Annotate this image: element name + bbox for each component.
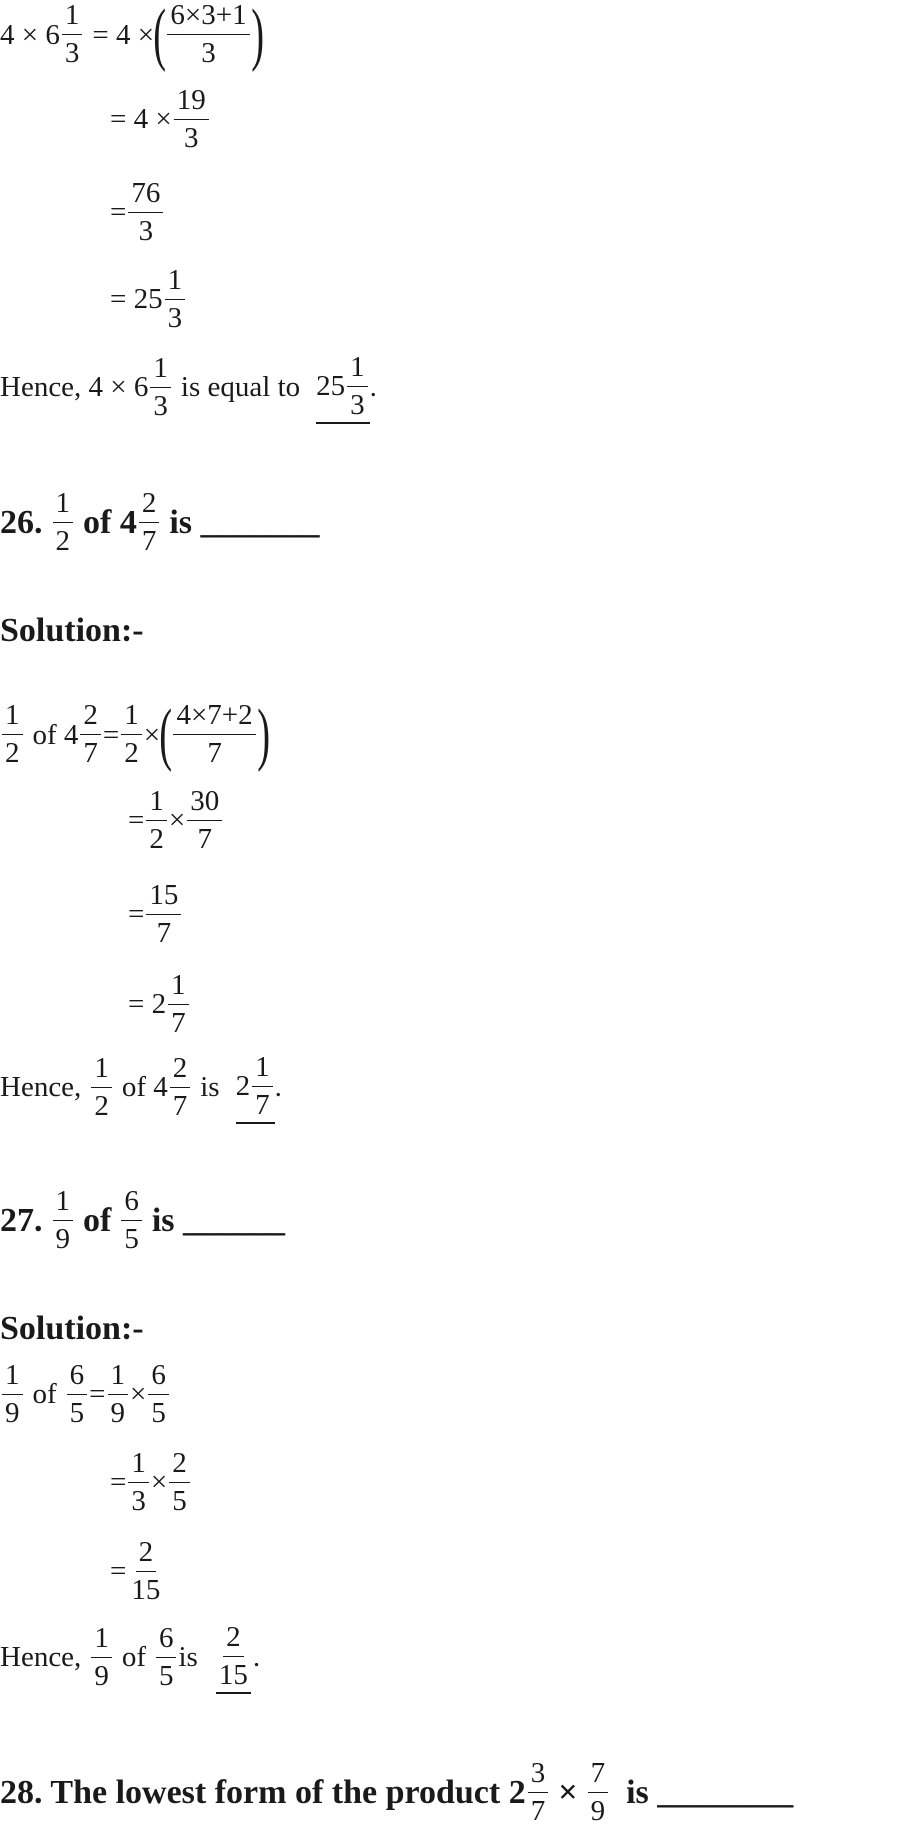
hence-text: Hence, 4 × 6 [0, 371, 149, 404]
fraction [2, 1360, 23, 1430]
hence-text: is equal to [180, 371, 301, 404]
numerator: 7 [588, 1758, 609, 1793]
answer-underlined [236, 1052, 275, 1124]
q25-step-3 [110, 178, 165, 248]
denominator: 3 [138, 214, 154, 247]
denominator: 5 [124, 1222, 139, 1255]
denominator: 2 [5, 737, 20, 769]
answer-whole: 2 [235, 1070, 251, 1103]
denominator: 3 [350, 388, 365, 421]
numerator: 1 [121, 700, 142, 735]
denominator: 9 [94, 1659, 109, 1692]
denominator: 3 [167, 301, 183, 334]
numerator: 30 [187, 786, 222, 821]
denominator: 5 [172, 1484, 187, 1517]
hence-text: is [200, 1071, 220, 1104]
question-text: is ________ [626, 1773, 794, 1811]
numerator: 2 [170, 1053, 191, 1088]
fraction [128, 1537, 163, 1607]
expression-text: = 4 × [92, 18, 155, 51]
fraction [148, 1360, 169, 1430]
numerator: 1 [347, 352, 368, 387]
numerator: 2 [223, 1622, 244, 1657]
right-paren: ) [250, 0, 264, 73]
denominator: 7 [530, 1794, 546, 1827]
denominator: 7 [207, 737, 222, 769]
times: × [130, 1378, 147, 1411]
fraction [53, 488, 74, 558]
numerator: 1 [150, 353, 171, 388]
denominator: 7 [171, 1006, 186, 1039]
hence-text: of [121, 1641, 146, 1674]
numerator: 6×3+1 [167, 0, 249, 35]
fraction [168, 970, 189, 1040]
numerator: 4×7+2 [173, 700, 255, 735]
denominator: 3 [64, 37, 80, 69]
equals: = [110, 1466, 127, 1499]
denominator: 3 [153, 389, 168, 422]
denominator: 9 [110, 1396, 126, 1429]
equals: = [110, 1555, 127, 1588]
times: × [150, 1466, 168, 1499]
fraction [146, 880, 181, 950]
equals: = [128, 898, 145, 931]
hence-text: of 4 [121, 1071, 168, 1104]
question-number: 26. [0, 503, 43, 541]
fraction [252, 1052, 273, 1122]
fraction [347, 352, 368, 422]
numerator: 1 [168, 970, 189, 1005]
expression-text: = 2 [128, 988, 167, 1021]
denominator: 7 [197, 822, 212, 855]
fraction [169, 1448, 190, 1518]
numerator: 6 [121, 1186, 142, 1221]
numerator: 1 [108, 1360, 129, 1395]
fraction [170, 1053, 191, 1123]
question-text: 28. The lowest form of the product 2 [0, 1773, 526, 1811]
denominator: 5 [158, 1659, 174, 1692]
question-text: of [83, 1201, 112, 1239]
question-text: is ______ [151, 1201, 286, 1239]
times: × [168, 804, 186, 837]
fraction [150, 353, 171, 423]
solution-label [0, 612, 144, 650]
times: × [143, 718, 161, 751]
q27-step-3 [110, 1537, 165, 1607]
q25-step-2 [110, 85, 211, 155]
q26-step-4 [128, 970, 191, 1040]
q26-step-2 [128, 786, 224, 856]
denominator: 5 [69, 1396, 85, 1429]
q27-step-2 [110, 1448, 192, 1518]
numerator: 19 [174, 85, 209, 120]
fraction [156, 1623, 177, 1693]
numerator: 3 [528, 1758, 549, 1793]
denominator: 15 [131, 1573, 161, 1606]
fraction [108, 1360, 129, 1430]
denominator: 9 [590, 1794, 606, 1827]
denominator: 7 [255, 1088, 270, 1121]
fraction [528, 1758, 549, 1828]
numerator: 6 [156, 1623, 177, 1658]
q26-step-1 [0, 696, 270, 773]
fraction [91, 1623, 112, 1693]
fraction [121, 700, 142, 770]
q26-title [0, 488, 320, 558]
fraction [139, 488, 160, 558]
denominator: 7 [156, 916, 172, 949]
denominator: 9 [5, 1396, 20, 1429]
times: × [558, 1773, 578, 1811]
numerator: 1 [91, 1623, 112, 1658]
fraction [121, 1186, 142, 1256]
numerator: 1 [62, 0, 83, 35]
numerator: 15 [146, 880, 181, 915]
equals: = [128, 804, 145, 837]
denominator: 2 [55, 524, 70, 557]
fraction [67, 1360, 88, 1430]
equals: = [102, 718, 120, 751]
numerator: 1 [91, 1053, 112, 1088]
numerator: 1 [53, 488, 74, 523]
fraction [173, 700, 255, 770]
q27-step-1 [0, 1360, 171, 1430]
numerator: 2 [169, 1448, 190, 1483]
numerator: 6 [148, 1360, 169, 1395]
equals: = [89, 1378, 106, 1411]
numerator: 1 [146, 786, 167, 821]
q25-conclusion [0, 352, 377, 424]
numerator: 1 [128, 1448, 149, 1483]
fraction [53, 1186, 74, 1256]
fraction [187, 786, 222, 856]
fraction [128, 178, 163, 248]
answer-fraction [216, 1622, 251, 1694]
denominator: 7 [172, 1089, 188, 1122]
numerator: 1 [252, 1052, 273, 1087]
question-text: of 4 [83, 503, 137, 541]
right-paren: ) [256, 696, 270, 773]
expression-text: = [110, 196, 127, 229]
denominator: 9 [55, 1222, 70, 1255]
numerator: 1 [2, 700, 23, 735]
left-paren: ( [159, 696, 173, 773]
question-number: 27. [0, 1201, 43, 1239]
numerator: 1 [2, 1360, 23, 1395]
q26-step-3 [128, 880, 183, 950]
numerator: 6 [67, 1360, 88, 1395]
expression-text: of [32, 1378, 57, 1411]
expression-text: 4 × 6 [0, 18, 60, 51]
denominator: 7 [83, 737, 98, 769]
q25-step-1 [0, 0, 264, 73]
period: . [252, 1641, 261, 1674]
q25-step-4 [110, 265, 187, 335]
fraction [588, 1758, 609, 1828]
fraction [62, 0, 83, 70]
denominator: 3 [183, 121, 199, 154]
hence-text: Hence, [0, 1641, 82, 1674]
denominator: 2 [149, 822, 164, 855]
expression-text: = 25 [110, 283, 163, 316]
numerator: 76 [128, 178, 163, 213]
period: . [369, 371, 377, 404]
fraction [174, 85, 209, 155]
answer-underlined [316, 352, 370, 424]
q27-title [0, 1186, 285, 1256]
q27-conclusion [0, 1622, 260, 1694]
period: . [274, 1071, 282, 1104]
numerator: 2 [80, 700, 101, 735]
denominator: 3 [131, 1484, 146, 1517]
expression-text: = 4 × [110, 103, 172, 136]
denominator: 7 [141, 524, 157, 557]
fraction [165, 265, 186, 335]
left-paren: ( [153, 0, 167, 73]
denominator: 2 [94, 1089, 109, 1122]
expression-text: of 4 [32, 718, 79, 751]
answer-whole: 25 [316, 370, 346, 403]
q28-title [0, 1758, 793, 1828]
fraction [91, 1053, 112, 1123]
solution-label-text: Solution:- [0, 1310, 144, 1347]
denominator: 3 [201, 37, 216, 69]
denominator: 15 [216, 1657, 251, 1694]
hence-text: is [178, 1641, 198, 1674]
denominator: 5 [151, 1396, 166, 1429]
denominator: 2 [124, 737, 139, 769]
solution-label [0, 1310, 144, 1348]
numerator: 1 [165, 265, 186, 300]
fraction [2, 700, 23, 770]
question-text: is _______ [169, 503, 320, 541]
fraction [128, 1448, 149, 1518]
fraction [80, 700, 101, 770]
fraction [146, 786, 167, 856]
solution-label-text: Solution:- [0, 612, 144, 649]
hence-text: Hence, [0, 1071, 82, 1104]
q26-conclusion [0, 1052, 282, 1124]
numerator: 2 [139, 488, 160, 523]
fraction [167, 0, 249, 70]
numerator: 1 [53, 1186, 74, 1221]
numerator: 2 [136, 1537, 157, 1572]
